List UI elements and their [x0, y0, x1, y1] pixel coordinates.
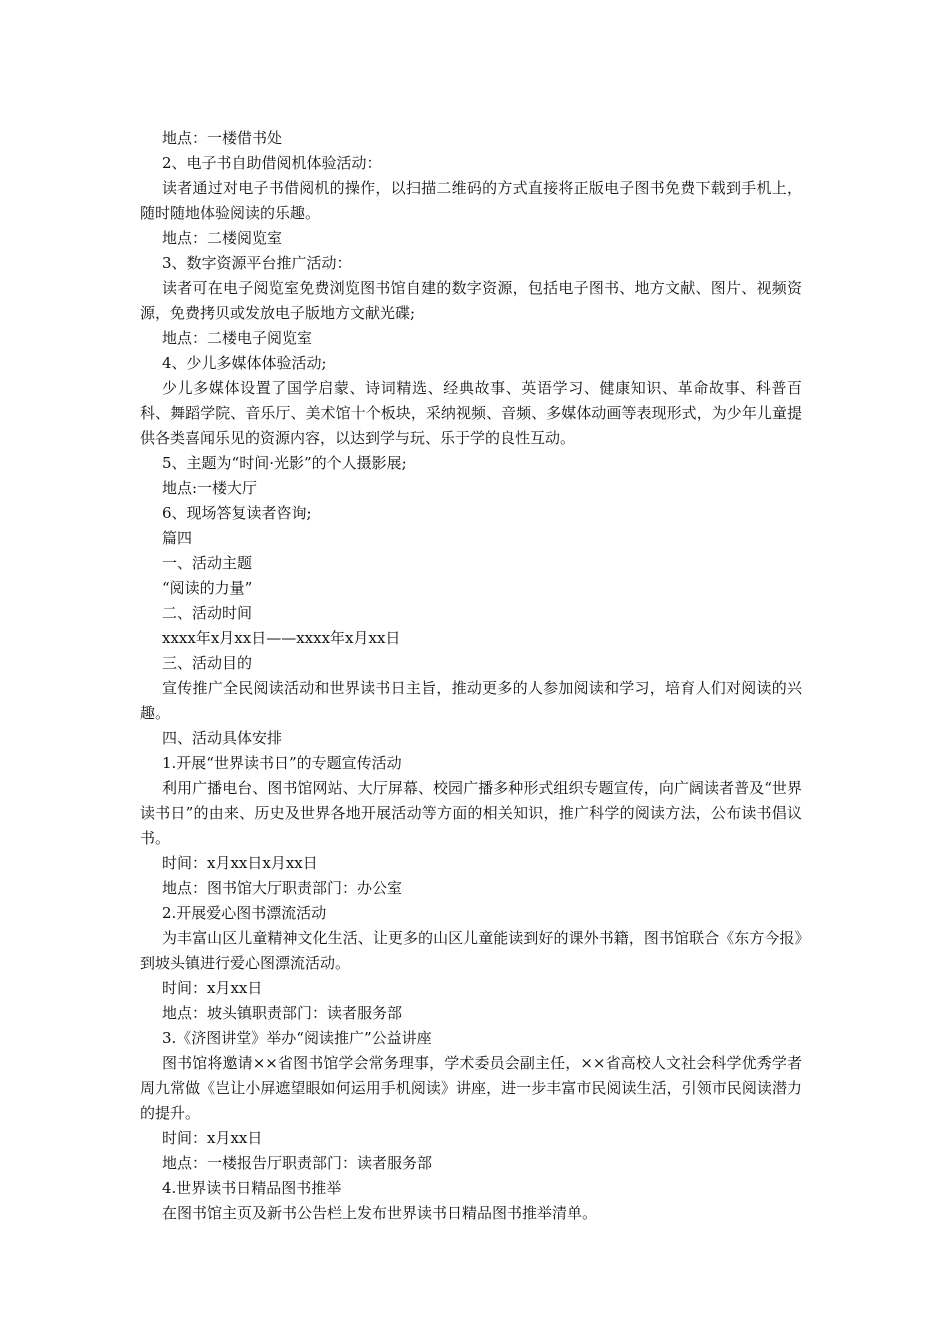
time-line: 时间：x月xx日 — [162, 979, 263, 997]
section-heading: 一、活动主题 — [162, 554, 253, 572]
location-line: 地点：二楼阅览室 — [162, 229, 283, 247]
location-line: 地点：一楼借书处 — [162, 129, 283, 147]
activity-heading: 4、少儿多媒体体验活动; — [162, 354, 327, 372]
section-heading: 二、活动时间 — [162, 604, 253, 622]
document-body — [140, 126, 802, 1226]
location-line: 地点：二楼电子阅览室 — [162, 329, 313, 347]
date-range: xxxx年x月xx日——xxxx年x月xx日 — [162, 629, 401, 647]
location-line: 地点：一楼报告厅职责部门：读者服务部 — [162, 1154, 433, 1172]
activity-heading: 2、电子书自助借阅机体验活动： — [162, 154, 382, 172]
activity-heading: 1.开展“世界读书日”的专题宣传活动 — [162, 754, 402, 772]
activity-description: 利用广播电台、图书馆网站、大厅屏幕、校园广播多种形式组织专题宣传，向广阔读者普及“世界读书日”的由来、历史及世界各地开展活动等方面的相关知识，推广科学的阅读方法，公布读书倡议书。 — [140, 779, 802, 847]
time-line: 时间：x月xx日x月xx日 — [162, 854, 318, 872]
activity-heading: 2.开展爱心图书漂流活动 — [162, 904, 327, 922]
section-heading: 三、活动目的 — [162, 654, 253, 672]
location-line: 地点：坡头镇职责部门：读者服务部 — [162, 1004, 403, 1022]
activity-description: 读者可在电子阅览室免费浏览图书馆自建的数字资源，包括电子图书、地方文献、图片、视频资源，免费拷贝或发放电子版地方文献光碟; — [140, 279, 802, 322]
activity-description: 在图书馆主页及新书公告栏上发布世界读书日精品图书推举清单。 — [162, 1204, 598, 1222]
activity-heading: 3.《济图讲堂》举办“阅读推广”公益讲座 — [162, 1029, 432, 1047]
location-line: 地点:一楼大厅 — [162, 479, 258, 497]
activity-heading: 6、现场答复读者咨询; — [162, 504, 312, 522]
activity-heading: 3、数字资源平台推广活动： — [162, 254, 352, 272]
theme-text: “阅读的力量” — [162, 579, 253, 597]
activity-description: 少儿多媒体设置了国学启蒙、诗词精选、经典故事、英语学习、健康知识、革命故事、科普百科、舞蹈学院、音乐厅、美术馆十个板块，采纳视频、音频、多媒体动画等表现形式，为少年儿童提供各类喜闻乐见的资源内容，以达到学与玩、乐于学的良性互动。 — [140, 379, 802, 447]
activity-heading: 5、主题为“时间·光影”的个人摄影展; — [162, 454, 407, 472]
activity-description: 读者通过对电子书借阅机的操作，以扫描二维码的方式直接将正版电子图书免费下载到手机上，随时随地体验阅读的乐趣。 — [140, 179, 802, 222]
activity-description: 为丰富山区儿童精神文化生活、让更多的山区儿童能读到好的课外书籍，图书馆联合《东方今报》到坡头镇进行爱心图漂流活动。 — [140, 929, 802, 972]
section-title: 篇四 — [162, 529, 193, 547]
activity-heading: 4.世界读书日精品图书推举 — [162, 1179, 342, 1197]
time-line: 时间：x月xx日 — [162, 1129, 263, 1147]
purpose-paragraph: 宣传推广全民阅读活动和世界读书日主旨，推动更多的人参加阅读和学习，培育人们对阅读的兴趣。 — [140, 679, 802, 722]
section-heading: 四、活动具体安排 — [162, 729, 283, 747]
location-line: 地点：图书馆大厅职责部门：办公室 — [162, 879, 403, 897]
activity-description: 图书馆将邀请××省图书馆学会常务理事，学术委员会副主任，××省高校人文社会科学优秀学者周九常做《岂让小屏遮望眼如何运用手机阅读》讲座，进一步丰富市民阅读生活，引领市民阅读潜力的提升。 — [140, 1054, 802, 1122]
